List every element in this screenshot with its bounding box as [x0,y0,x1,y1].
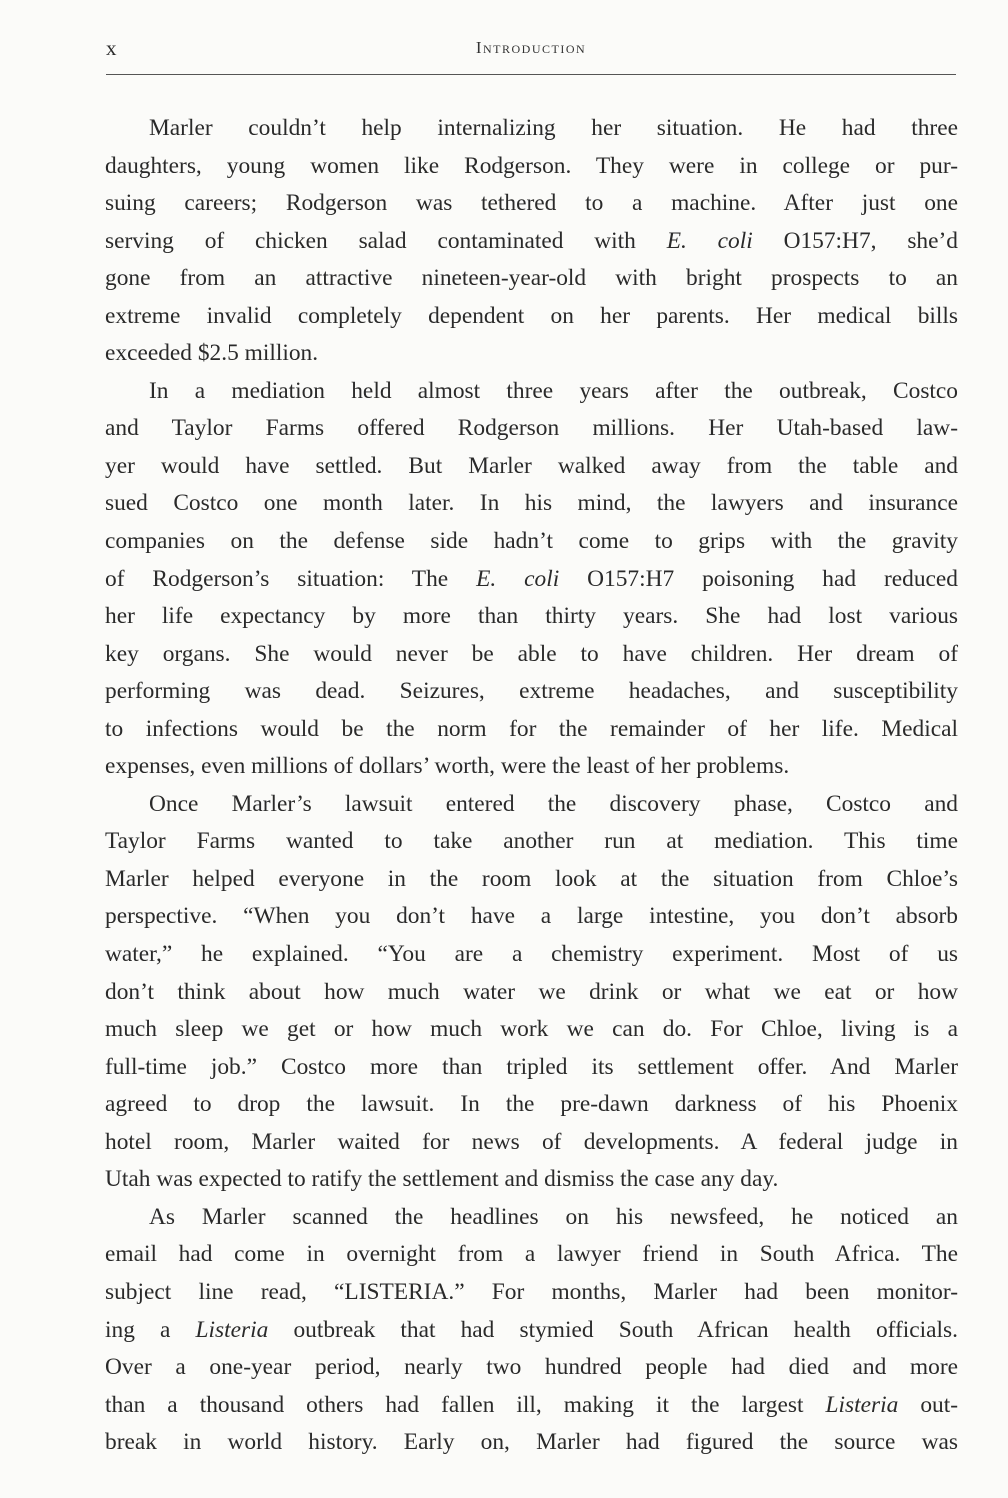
text-line [105,1387,958,1425]
text-line [105,223,958,261]
text-line: Marler helped everyone in the room look at the situation from Chloe’s [105,865,958,892]
text-line: yer would have settled. But Marler walked away from the table and [105,452,958,479]
text-line: and Taylor Farms offered Rodgerson millions. Her Utah-based law- [105,415,958,442]
text-run: O157:H7 poisoning had reduced [559,565,958,592]
text-line: agreed to drop the lawsuit. In the pre-dawn darkness of his Phoenix [105,1091,958,1118]
text-line: As Marler scanned the headlines on his newsfeed, he noticed an [149,1203,958,1230]
text-line: Taylor Farms wanted to take another run at mediation. This time [105,828,958,855]
running-head [106,34,956,74]
text-line: In a mediation held almost three years after the outbreak, Costco [149,377,958,404]
text-line: full-time job.” Costco more than tripled its settlement offer. And Marler [105,1053,958,1080]
text-line: much sleep we get or how much work we can do. For Chloe, living is a [105,1016,958,1043]
italic-term: Listeria [825,1391,899,1418]
text-run: outbreak that had stymied South African health officials. [268,1316,958,1343]
text-line: performing was dead. Seizures, extreme headaches, and susceptibility [105,678,958,705]
text-line: suing careers; Rodgerson was tethered to a machine. After just one [105,190,958,217]
text-run: O157:H7, she’d [752,227,958,254]
text-line: email had come in overnight from a lawyer friend in South Africa. The [105,1241,958,1268]
italic-term: E. coli [666,227,753,254]
header-rule [106,74,956,75]
text-line: subject line read, “LISTERIA.” For months, Marler had been monitor- [105,1278,958,1305]
text-line: break in world history. Early on, Marler had figured the source was [105,1429,958,1456]
text-line: Once Marler’s lawsuit entered the discovery phase, Costco and [149,790,958,817]
text-line: Over a one-year period, nearly two hundred people had died and more [105,1354,958,1381]
text-run: out- [898,1391,958,1418]
text-line: don’t think about how much water we drink or what we eat or how [105,978,958,1005]
text-line: hotel room, Marler waited for news of developments. A federal judge in [105,1128,958,1155]
text-line [105,561,958,599]
italic-term: Listeria [195,1316,269,1343]
text-line: expenses, even millions of dollars’ worth, were the least of her problems. [105,753,790,780]
text-line: Utah was expected to ratify the settlement and dismiss the case any day. [105,1166,779,1193]
text-line [105,1312,958,1350]
text-run: ing a [105,1316,196,1343]
text-line: sued Costco one month later. In his mind, the lawyers and insurance [105,490,958,517]
text-run: of Rodgerson’s situation: The [105,565,477,592]
section-title: Introduction [475,38,587,57]
text-run: than a thousand others had fallen ill, making it the largest [105,1391,826,1418]
text-line: to infections would be the norm for the remainder of her life. Medical [105,715,958,742]
text-line: exceeded $2.5 million. [105,340,319,367]
text-line: water,” he explained. “You are a chemistry experiment. Most of us [105,941,958,968]
page-number: x [106,36,118,60]
text-line: Marler couldn’t help internalizing her situation. He had three [149,115,958,141]
text-line: gone from an attractive nineteen-year-old with bright prospects to an [105,265,958,292]
text-line: companies on the defense side hadn’t come to grips with the gravity [105,528,958,555]
text-run: serving of chicken salad contaminated with [105,227,667,254]
text-line: extreme invalid completely dependent on her parents. Her medical bills [105,302,958,329]
body-text [105,110,958,1462]
italic-term: E. coli [476,565,560,592]
text-line: perspective. “When you don’t have a large intestine, you don’t absorb [105,903,958,930]
text-line: daughters, young women like Rodgerson. They were in college or pur- [105,152,958,179]
text-line: her life expectancy by more than thirty years. She had lost various [105,603,958,630]
text-line: key organs. She would never be able to have children. Her dream of [105,640,958,667]
